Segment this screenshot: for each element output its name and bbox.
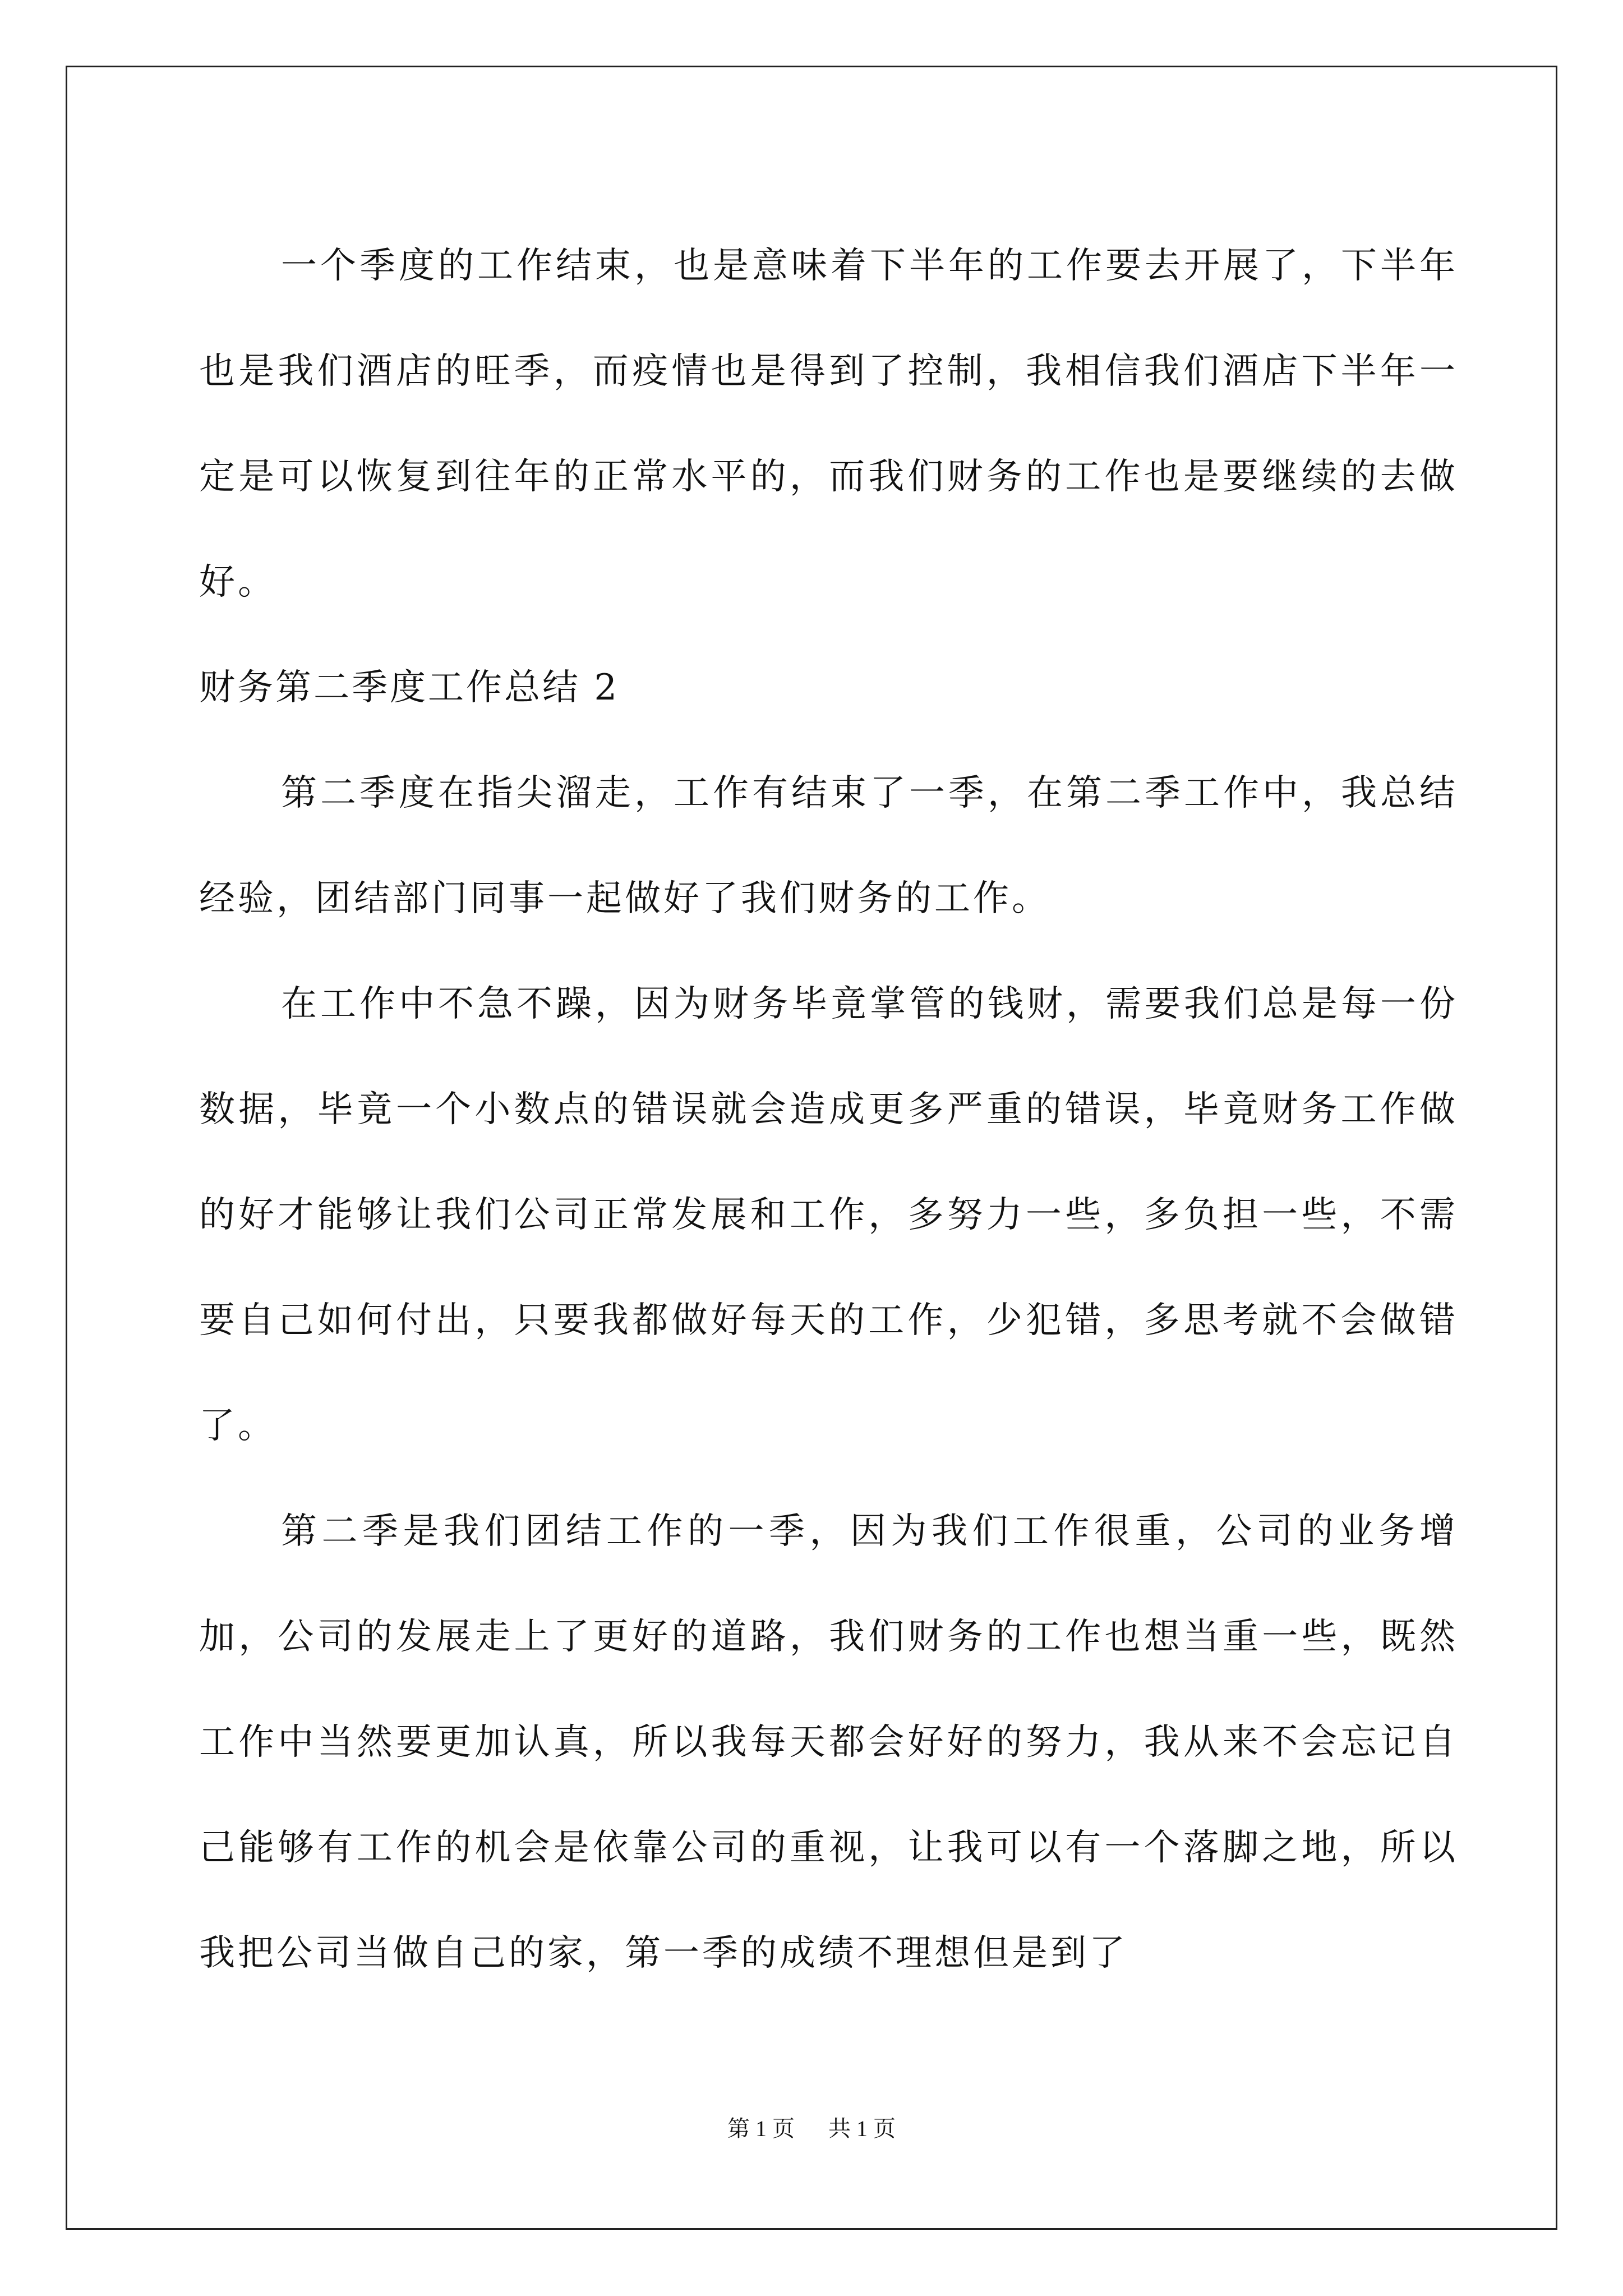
document-body [199, 213, 1458, 2006]
paragraph: 第二季是我们团结工作的一季，因为我们工作很重，公司的业务增加，公司的发展走上了更好的道路，我们财务的工作也想当重一些，既然工作中当然要更加认真，所以我每天都会好好的努力，我从来不会忘记自己能够有工作的机会是依靠公司的重视，让我可以有一个落脚之地，所以我把公司当做自己的家，第一季的成绩不理想但是到了 [199, 1511, 1458, 1974]
paragraph: 第二季度在指尖溜走，工作有结束了一季，在第二季工作中，我总结经验，团结部门同事一起做好了我们财务的工作。 [199, 772, 1458, 919]
page-footer [0, 2112, 1623, 2146]
paragraph: 一个季度的工作结束，也是意味着下半年的工作要去开展了，下半年也是我们酒店的旺季，而疫情也是得到了控制，我相信我们酒店下半年一定是可以恢复到往年的正常水平的，而我们财务的工作也是要继续的去做好。 [199, 245, 1458, 603]
page-total: 共 1 页 [828, 2116, 896, 2141]
paragraph: 在工作中不急不躁，因为财务毕竟掌管的钱财，需要我们总是每一份数据，毕竟一个小数点的错误就会造成更多严重的错误，毕竟财务工作做的好才能够让我们公司正常发展和工作，多努力一些，多负担一些，不需要自己如何付出，只要我都做好每天的工作，少犯错，多思考就不会做错了。 [199, 983, 1458, 1447]
section-heading: 财务第二季度工作总结 2 [199, 667, 620, 708]
page-number: 第 1 页 [727, 2116, 795, 2141]
